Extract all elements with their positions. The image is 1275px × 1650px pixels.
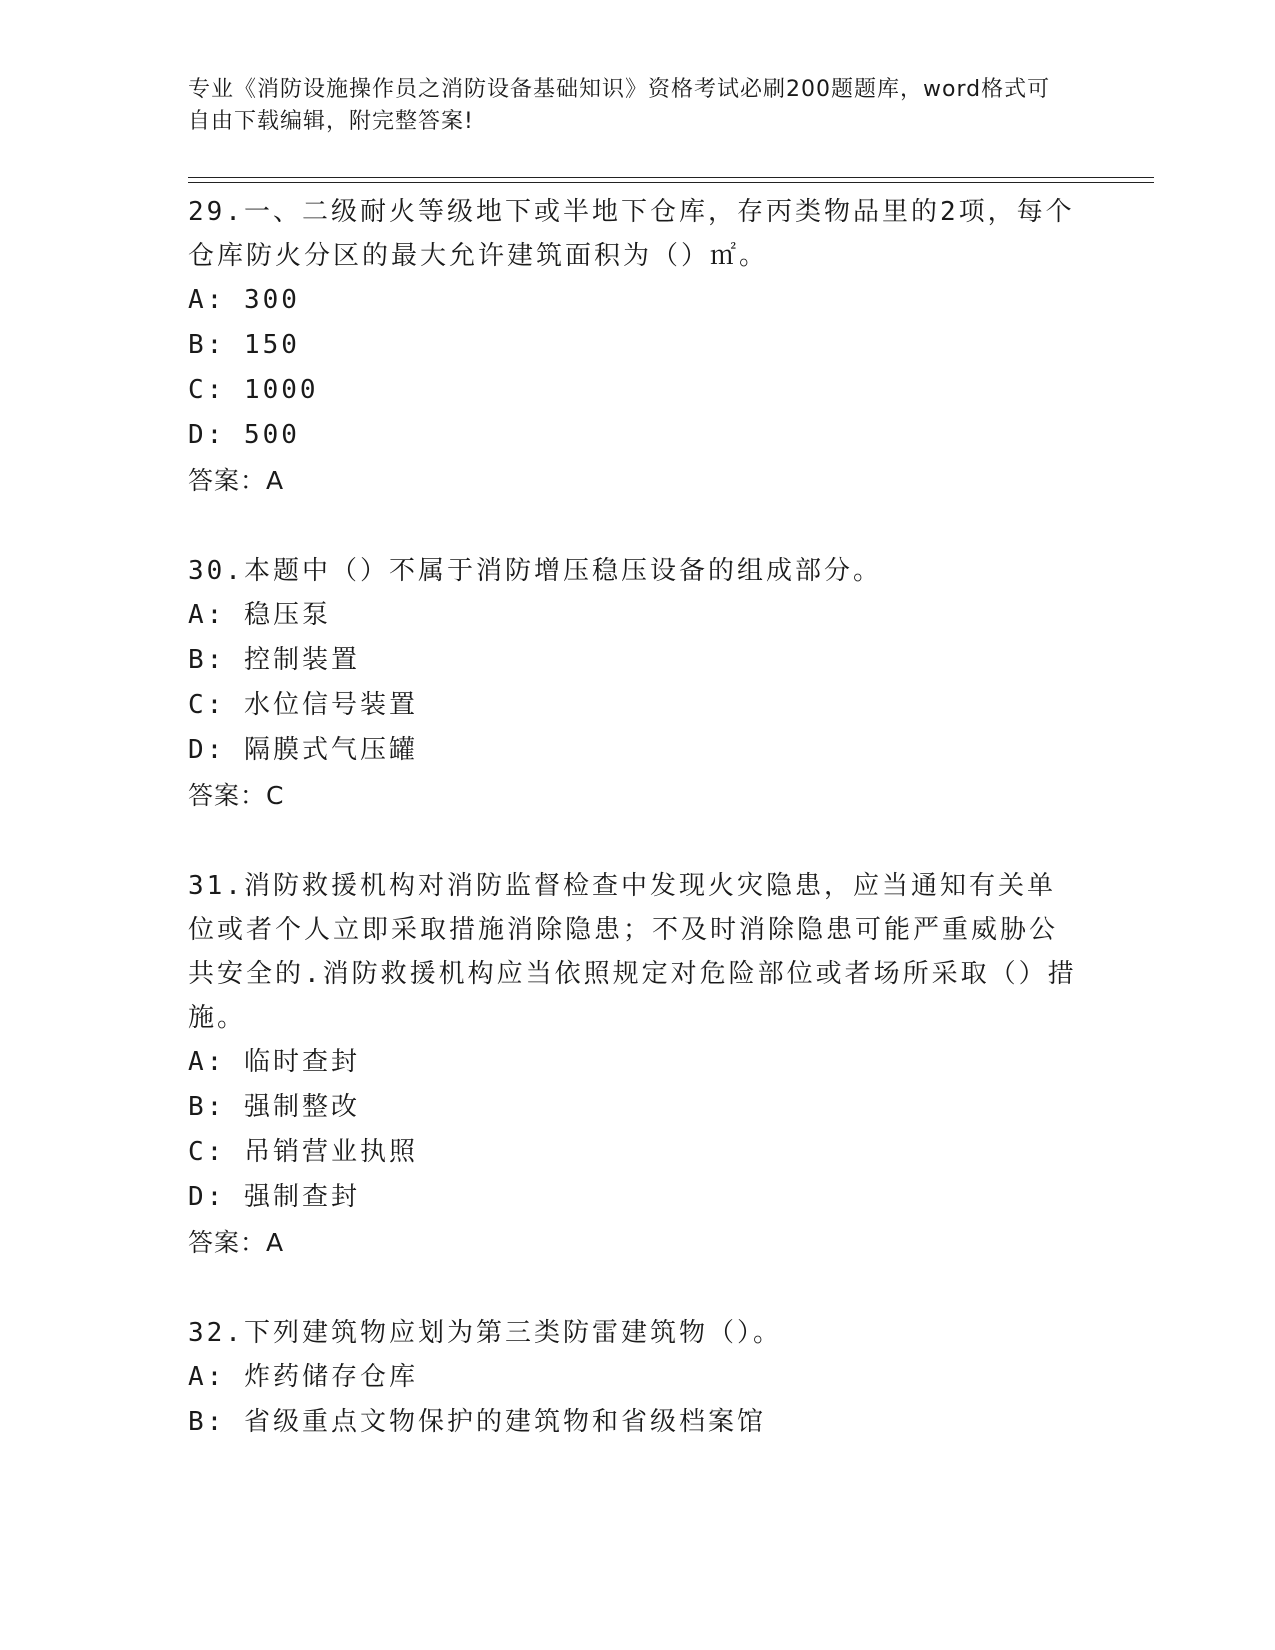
- spacer: [188, 1265, 1078, 1311]
- question-30: [188, 549, 1078, 818]
- option-b: B: 省级重点文物保护的建筑物和省级档案馆: [188, 1407, 766, 1437]
- header-divider-top: [188, 177, 1154, 178]
- spacer: [188, 818, 1078, 864]
- answer: 答案：A: [188, 1228, 285, 1257]
- header-divider-bottom: [188, 182, 1154, 183]
- question-list: [188, 190, 1078, 1445]
- question-29: [188, 190, 1078, 503]
- document-header: 专业《消防设施操作员之消防设备基础知识》资格考试必刷200题题库，word格式可自由下载编辑，附完整答案!: [188, 77, 1051, 134]
- question-stem: 29.一、二级耐火等级地下或半地下仓库，存丙类物品里的2项，每个仓库防火分区的最大允许建筑面积为（）㎡。: [188, 197, 1075, 271]
- option-d: D: 隔膜式气压罐: [188, 735, 418, 765]
- option-d: D: 强制查封: [188, 1182, 360, 1212]
- option-a: A: 稳压泵: [188, 600, 331, 630]
- option-a: A: 临时查封: [188, 1047, 360, 1077]
- option-a: A: 300: [188, 285, 300, 315]
- question-stem: 31.消防救援机构对消防监督检查中发现火灾隐患，应当通知有关单位或者个人立即采取措施消除隐患；不及时消除隐患可能严重威胁公共安全的.消防救援机构应当依照规定对危险部位或者场所采取（）措施。: [188, 871, 1077, 1033]
- option-d: D: 500: [188, 420, 300, 450]
- option-b: B: 控制装置: [188, 645, 360, 675]
- question-stem: 30.本题中（）不属于消防增压稳压设备的组成部分。: [188, 556, 882, 586]
- question-32: [188, 1311, 1078, 1445]
- answer: 答案：C: [188, 781, 285, 810]
- option-c: C: 水位信号装置: [188, 690, 418, 720]
- option-b: B: 150: [188, 330, 300, 360]
- option-c: C: 1000: [188, 375, 319, 405]
- answer: 答案：A: [188, 466, 285, 495]
- option-b: B: 强制整改: [188, 1092, 360, 1122]
- option-a: A: 炸药储存仓库: [188, 1362, 418, 1392]
- spacer: [188, 503, 1078, 549]
- question-stem: 32.下列建筑物应划为第三类防雷建筑物（）。: [188, 1318, 782, 1348]
- option-c: C: 吊销营业执照: [188, 1137, 418, 1167]
- question-31: [188, 864, 1078, 1265]
